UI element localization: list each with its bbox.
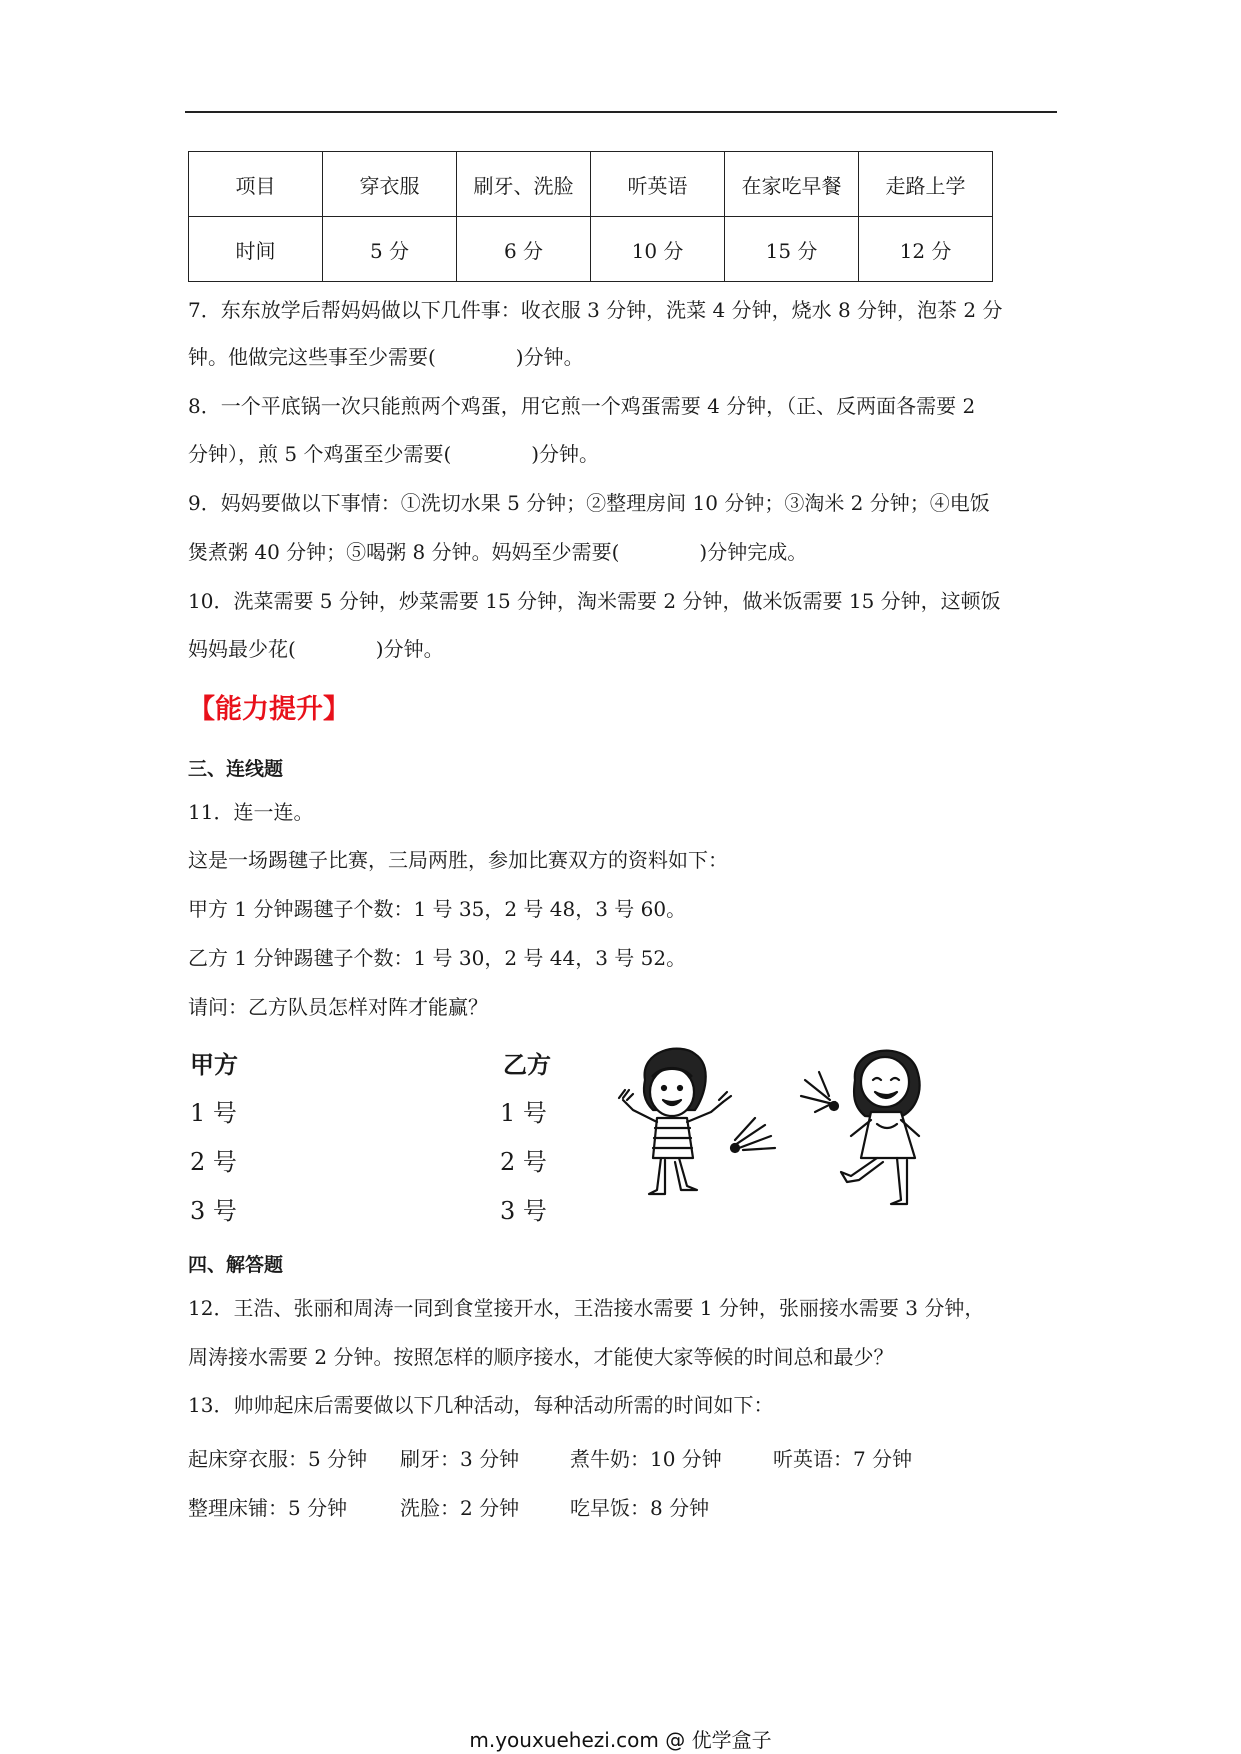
question-9-line-1: 9．妈妈要做以下事情：①洗切水果 5 分钟；②整理房间 10 分钟；③淘米 2 分钟；④电饭 — [188, 491, 990, 515]
table-cell: 5 分 — [323, 217, 457, 282]
section-answer: 四、解答题 — [188, 1254, 284, 1276]
footer-watermark: m.youxuehezi.com @ 优学盒子 — [469, 1728, 772, 1752]
shuttlecock-right — [801, 1072, 838, 1112]
table-row — [189, 217, 993, 282]
shuttlecock-left — [731, 1118, 775, 1152]
girl-right-figure — [841, 1051, 920, 1204]
team-a-player-2: 2 号 — [190, 1148, 237, 1176]
table-cell: 项目 — [189, 152, 323, 217]
team-a-info: 甲方 1 分钟踢毽子个数：1 号 35，2 号 48，3 号 60。 — [188, 897, 687, 921]
table-row — [189, 152, 993, 217]
table-cell: 6 分 — [457, 217, 591, 282]
question-12-line-1: 12．王浩、张丽和周涛一同到食堂接开水，王浩接水需要 1 分钟，张丽接水需要 3 分钟， — [188, 1296, 985, 1320]
table-cell: 12 分 — [859, 217, 993, 282]
team-b-info: 乙方 1 分钟踢毽子个数：1 号 30，2 号 44，3 号 52。 — [188, 946, 687, 970]
team-b-label: 乙方 — [503, 1051, 551, 1079]
team-b-player-3: 3 号 — [500, 1197, 547, 1225]
time-table — [188, 151, 993, 282]
table-cell: 穿衣服 — [323, 152, 457, 217]
table-cell: 听英语 — [591, 152, 725, 217]
question-10-line-2: 妈妈最少花( )分钟。 — [188, 637, 444, 661]
team-b-player-1: 1 号 — [500, 1099, 547, 1127]
activity-item: 吃早饭：8 分钟 — [570, 1496, 710, 1520]
section-matching: 三、连线题 — [188, 758, 284, 780]
girl-left-figure — [619, 1049, 731, 1194]
activity-item: 洗脸：2 分钟 — [400, 1496, 520, 1520]
table-cell: 在家吃早餐 — [725, 152, 859, 217]
question-9-line-2: 煲煮粥 40 分钟；⑤喝粥 8 分钟。妈妈至少需要( )分钟完成。 — [188, 540, 808, 564]
table-cell: 10 分 — [591, 217, 725, 282]
question-11-title: 11．连一连。 — [188, 800, 314, 824]
question-13-line-1: 13．帅帅起床后需要做以下几种活动，每种活动所需的时间如下： — [188, 1393, 774, 1417]
section-ability: 【能力提升】 — [188, 694, 350, 725]
table-cell: 刷牙、洗脸 — [457, 152, 591, 217]
activity-item: 整理床铺：5 分钟 — [188, 1496, 348, 1520]
table-cell: 时间 — [189, 217, 323, 282]
header-rule — [185, 111, 1057, 113]
team-a-label: 甲方 — [190, 1051, 238, 1079]
question-12-line-2: 周涛接水需要 2 分钟。按照怎样的顺序接水，才能使大家等候的时间总和最少？ — [188, 1345, 894, 1369]
activity-item: 起床穿衣服：5 分钟 — [188, 1447, 368, 1471]
team-a-player-1: 1 号 — [190, 1099, 237, 1127]
table-cell: 15 分 — [725, 217, 859, 282]
table-cell: 走路上学 — [859, 152, 993, 217]
question-10-line-1: 10．洗菜需要 5 分钟，炒菜需要 15 分钟，淘米需要 2 分钟，做米饭需要 15 分钟，这顿饭 — [188, 589, 1001, 613]
activity-item: 刷牙：3 分钟 — [400, 1447, 520, 1471]
shuttlecock-girls-illustration — [615, 1040, 995, 1215]
activity-item: 听英语：7 分钟 — [773, 1447, 913, 1471]
question-7-line-1: 7．东东放学后帮妈妈做以下几件事：收衣服 3 分钟，洗菜 4 分钟，烧水 8 分钟，泡茶 2 分 — [188, 298, 1003, 322]
team-b-player-2: 2 号 — [500, 1148, 547, 1176]
matching-question: 请问：乙方队员怎样对阵才能赢？ — [188, 995, 488, 1019]
team-a-player-3: 3 号 — [190, 1197, 237, 1225]
question-8-line-1: 8．一个平底锅一次只能煎两个鸡蛋，用它煎一个鸡蛋需要 4 分钟，（正、反两面各需要 2 — [188, 394, 976, 418]
activity-item: 煮牛奶：10 分钟 — [570, 1447, 722, 1471]
matching-intro: 这是一场踢毽子比赛，三局两胜，参加比赛双方的资料如下： — [188, 848, 728, 872]
question-8-line-2: 分钟），煎 5 个鸡蛋至少需要( )分钟。 — [188, 442, 600, 466]
question-7-line-2: 钟。他做完这些事至少需要( )分钟。 — [188, 345, 584, 369]
